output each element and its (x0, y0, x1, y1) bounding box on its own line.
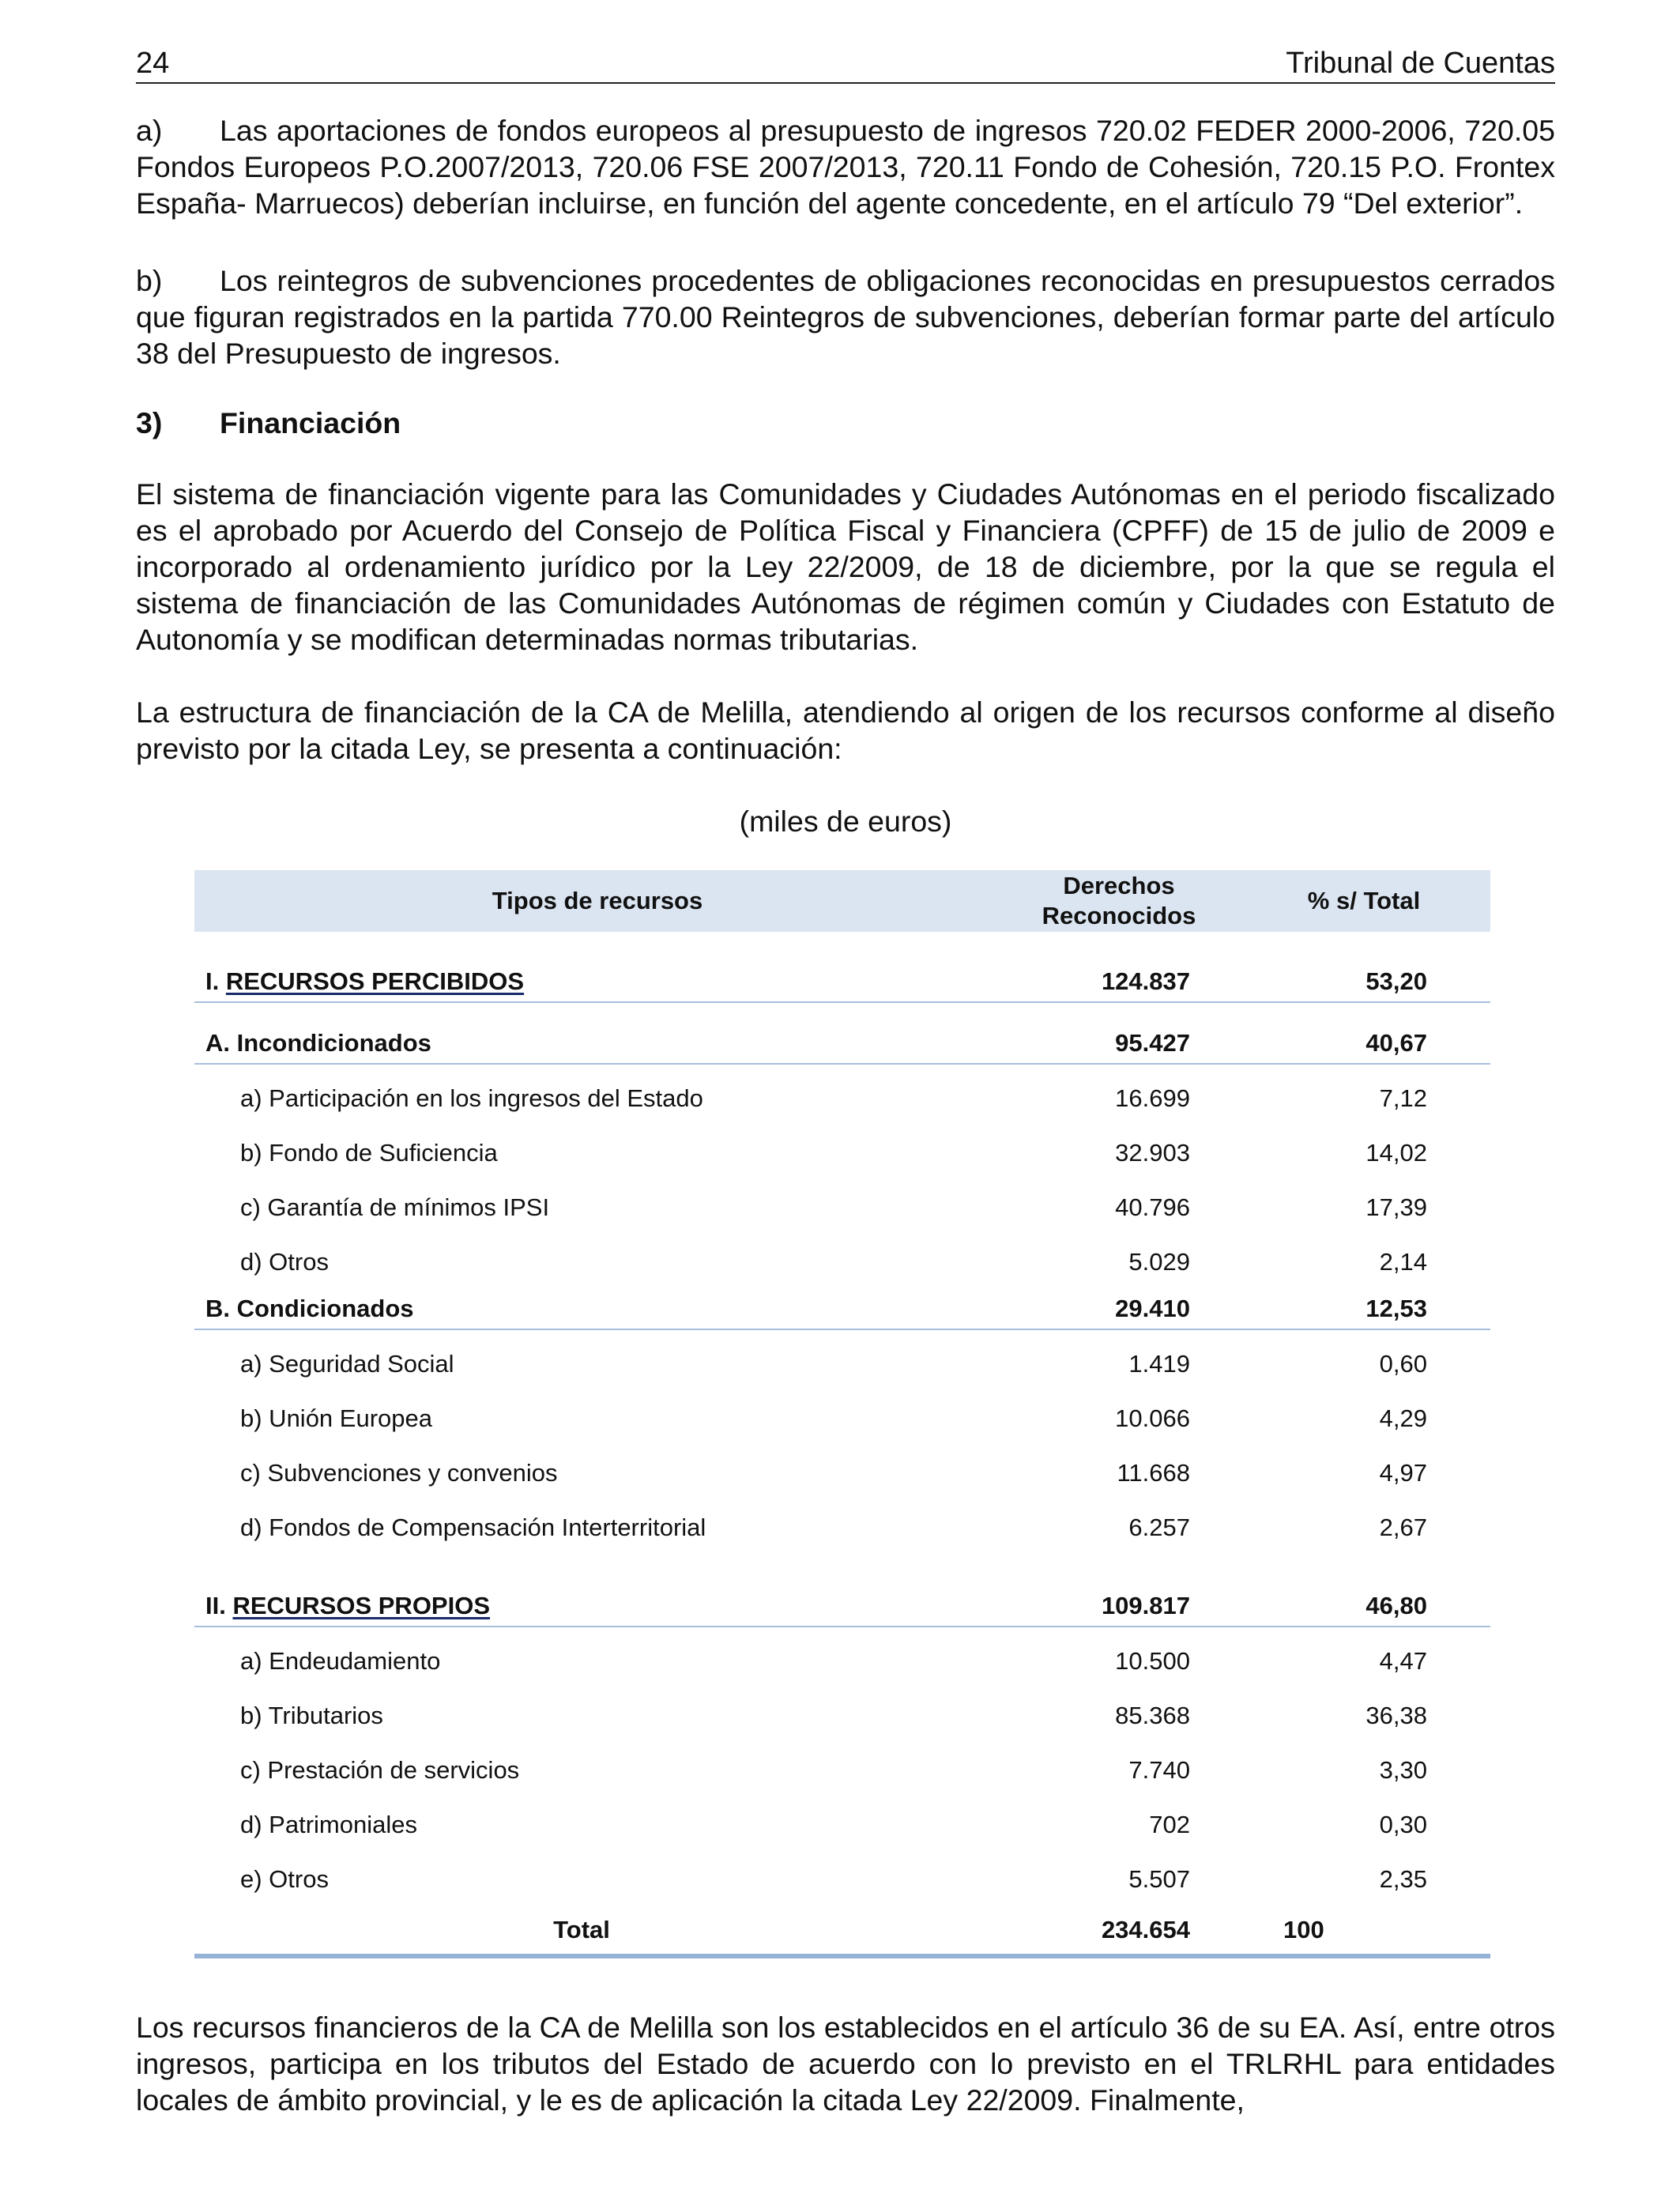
row-label: a) Participación en los ingresos del Estado (240, 1084, 703, 1112)
row-percent: 12,53 (1365, 1295, 1427, 1322)
row-percent: 36,38 (1365, 1701, 1427, 1729)
row-recognized-rights: 6.257 (1128, 1513, 1190, 1541)
table-header-row (194, 870, 1490, 932)
financing-table (194, 870, 1490, 1958)
header-recognized-rights: Derechos Reconocidos (1042, 872, 1196, 929)
document-page (136, 40, 1555, 2118)
row-label: c) Garantía de mínimos IPSI (240, 1193, 550, 1221)
row-percent: 2,35 (1379, 1864, 1427, 1893)
row-recognized-rights: 10.066 (1115, 1404, 1190, 1432)
header-percent-total: % s/ Total (1307, 887, 1421, 914)
row-recognized-rights: 40.796 (1115, 1193, 1190, 1221)
header-resource-types: Tipos de recursos (492, 887, 703, 914)
row-recognized-rights: 1.419 (1128, 1349, 1190, 1378)
table-group-row (194, 1289, 1490, 1330)
row-label: d) Fondos de Compensación Interterritorial (240, 1513, 706, 1541)
table-row (194, 1446, 1490, 1500)
table-group-row (194, 962, 1490, 1003)
header-title: Tribunal de Cuentas (1286, 47, 1555, 80)
table-row (194, 1743, 1490, 1797)
paragraph-financing-system: El sistema de financiación vigente para las Comunidades y Ciudades Autónomas en el periodo fiscalizado es el aprobado por Acuerdo del Consejo de Política Fiscal y Financiera (CPFF) de 15 de julio de 2009 e incorporado al ordenamiento jurídico por la Ley 22/2009, de 18 de diciembre, por la que se regula el sistema de financiación de las Comunidades Autónomas de régimen común y Ciudades con Estatuto de Autonomía y se modifican determinadas normas tributarias. (136, 477, 1555, 656)
table-row (194, 1391, 1490, 1446)
table-body (194, 962, 1490, 1958)
paragraph-a (136, 112, 1555, 221)
row-percent: 3,30 (1379, 1755, 1427, 1784)
row-percent: 0,30 (1379, 1810, 1427, 1838)
row-percent: 40,67 (1365, 1029, 1427, 1057)
section-number: 3) (136, 406, 163, 439)
section-heading (136, 406, 1555, 443)
paragraph-b (136, 262, 1555, 371)
table-row (194, 1852, 1490, 1906)
row-recognized-rights: 5.507 (1128, 1864, 1190, 1893)
row-label: b) Unión Europea (240, 1404, 432, 1432)
paragraph-a-text: Las aportaciones de fondos europeos al presupuesto de ingresos 720.02 FEDER 2000-2006, 720.05 Fondos Europeos P.O.2007/2013, 720.06 FSE 2007/2013, 720.11 Fondo de Cohesión, 720.15 P.O. Frontex España- Marruecos) deberían incluirse, en función del agente concedente, en el artículo 79 “Del exterior”. (136, 114, 1555, 220)
total-percent: 100 (1283, 1916, 1324, 1943)
table-units-caption: (miles de euros) (739, 805, 952, 838)
table-group-row (194, 1023, 1490, 1065)
section-title: Financiación (220, 406, 401, 439)
row-label: c) Subvenciones y convenios (240, 1458, 558, 1487)
row-label: b) Tributarios (240, 1701, 383, 1729)
row-label: B. Condicionados (205, 1295, 414, 1322)
table-row (194, 1180, 1490, 1235)
row-percent: 2,14 (1379, 1247, 1427, 1276)
table-row (194, 1797, 1490, 1852)
page-header (136, 40, 1555, 84)
row-label: a) Endeudamiento (240, 1646, 441, 1675)
row-recognized-rights: 124.837 (1101, 967, 1190, 995)
table-row (194, 1500, 1490, 1555)
row-percent: 14,02 (1365, 1138, 1427, 1167)
row-recognized-rights: 16.699 (1115, 1084, 1190, 1112)
row-label: A. Incondicionados (205, 1029, 431, 1057)
table-row (194, 1071, 1490, 1125)
table-row (194, 1336, 1490, 1391)
row-label: b) Fondo de Suficiencia (240, 1138, 498, 1167)
row-percent: 4,47 (1379, 1646, 1427, 1675)
row-label: e) Otros (240, 1864, 329, 1893)
paragraph-a-label: a) (136, 114, 163, 147)
row-recognized-rights: 32.903 (1115, 1138, 1190, 1167)
paragraph-financing-structure: La estructura de financiación de la CA de Melilla, atendiendo al origen de los recursos conforme al diseño previsto por la citada Ley, se presenta a continuación: (136, 696, 1555, 765)
row-percent: 17,39 (1365, 1193, 1427, 1221)
row-label: d) Patrimoniales (240, 1810, 417, 1838)
table-total-row (194, 1906, 1490, 1958)
paragraph-financial-resources: Los recursos financieros de la CA de Melilla son los establecidos en el artículo 36 de su EA. Así, entre otros ingresos, participa en los tributos del Estado de acuerdo con lo previsto en el TRLRHL para entidades locales de ámbito provincial, y le es de aplicación la citada Ley 22/2009. Finalmente, (136, 2011, 1555, 2117)
page-number: 24 (136, 47, 170, 80)
paragraph-b-label: b) (136, 264, 163, 297)
row-percent: 4,97 (1379, 1458, 1427, 1487)
row-percent: 0,60 (1379, 1349, 1427, 1378)
row-percent: 53,20 (1365, 967, 1427, 995)
total-label: Total (553, 1916, 610, 1943)
row-label: c) Prestación de servicios (240, 1755, 520, 1784)
row-recognized-rights: 702 (1149, 1810, 1190, 1838)
table-row (194, 1688, 1490, 1743)
table-row (194, 1125, 1490, 1180)
row-label: a) Seguridad Social (240, 1349, 454, 1378)
row-label: II. RECURSOS PROPIOS (205, 1592, 491, 1619)
row-recognized-rights: 10.500 (1115, 1646, 1190, 1675)
row-percent: 4,29 (1379, 1404, 1427, 1432)
row-label: d) Otros (240, 1247, 329, 1276)
row-percent: 7,12 (1379, 1084, 1427, 1112)
table-row (194, 1235, 1490, 1289)
row-recognized-rights: 11.668 (1117, 1458, 1190, 1487)
row-percent: 46,80 (1365, 1592, 1427, 1619)
row-recognized-rights: 7.740 (1128, 1755, 1190, 1784)
paragraph-b-text: Los reintegros de subvenciones procedentes de obligaciones reconocidas en presupuestos cerrados que figuran registrados en la partida 770.00 Reintegros de subvenciones, deberían formar parte del artículo 38 del Presupuesto de ingresos. (136, 264, 1555, 370)
table-row (194, 1634, 1490, 1688)
row-recognized-rights: 95.427 (1115, 1029, 1190, 1057)
row-label: I. RECURSOS PERCIBIDOS (205, 967, 525, 995)
row-recognized-rights: 109.817 (1101, 1592, 1190, 1619)
row-percent: 2,67 (1379, 1513, 1427, 1541)
row-recognized-rights: 29.410 (1115, 1295, 1190, 1322)
table-group-row (194, 1586, 1490, 1627)
row-recognized-rights: 5.029 (1128, 1247, 1190, 1276)
row-recognized-rights: 85.368 (1115, 1701, 1190, 1729)
total-value: 234.654 (1101, 1916, 1190, 1943)
